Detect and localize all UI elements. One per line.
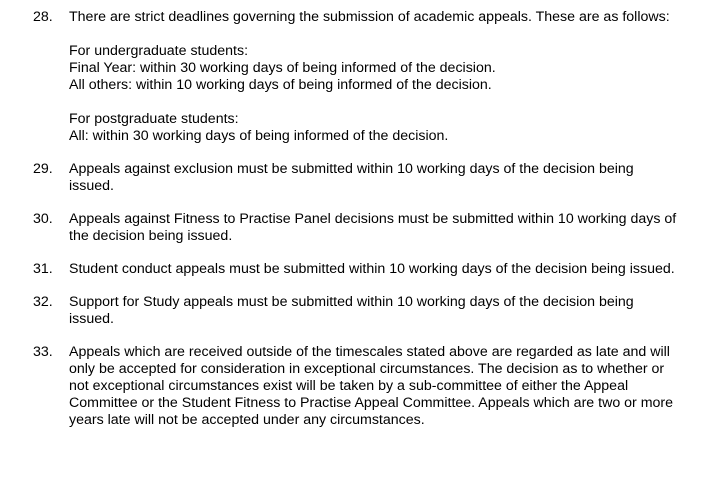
clause-text: Appeals against Fitness to Practise Panel decisions must be submitted within 10 working days of the decision being issued. xyxy=(69,211,677,244)
clause-number: 30. xyxy=(33,211,53,227)
clause-number: 33. xyxy=(33,344,53,360)
clause-29 xyxy=(0,161,679,195)
clause-28 xyxy=(0,9,679,145)
clause-text: Appeals which are received outside of the timescales stated above are regarded as late and will only be accepted for consideration in exceptional circumstances. The decision as to whether or not exceptional circumstances exist will be taken by a sub-committee of either the Appeal Committee or the Student Fitness to Practise Appeal Committee. Appeals which are two or more years late will not be accepted under any circumstances. xyxy=(69,344,674,428)
clause-number: 32. xyxy=(33,294,53,310)
clause-30 xyxy=(0,211,679,245)
undergraduate-deadlines xyxy=(69,43,679,94)
clause-31 xyxy=(0,261,679,278)
group-heading: For postgraduate students: xyxy=(69,111,239,127)
clause-text: Student conduct appeals must be submitted within 10 working days of the decision being issued. xyxy=(69,261,675,277)
deadline-line: Final Year: within 30 working days of being informed of the decision. xyxy=(69,60,496,76)
clause-number: 29. xyxy=(33,161,53,177)
clause-text: Appeals against exclusion must be submitted within 10 working days of the decision being issued. xyxy=(69,161,634,194)
postgraduate-deadlines xyxy=(69,111,679,145)
group-heading: For undergraduate students: xyxy=(69,43,249,59)
clause-33 xyxy=(0,344,679,429)
clause-text: Support for Study appeals must be submitted within 10 working days of the decision being issued. xyxy=(69,294,634,327)
clause-32 xyxy=(0,294,679,328)
deadline-line: All: within 30 working days of being informed of the decision. xyxy=(69,128,449,144)
clause-number: 31. xyxy=(33,261,53,277)
clause-number: 28. xyxy=(33,9,53,25)
clause-text: There are strict deadlines governing the submission of academic appeals. These are as follows: xyxy=(69,9,670,25)
deadline-line: All others: within 10 working days of being informed of the decision. xyxy=(69,77,492,93)
